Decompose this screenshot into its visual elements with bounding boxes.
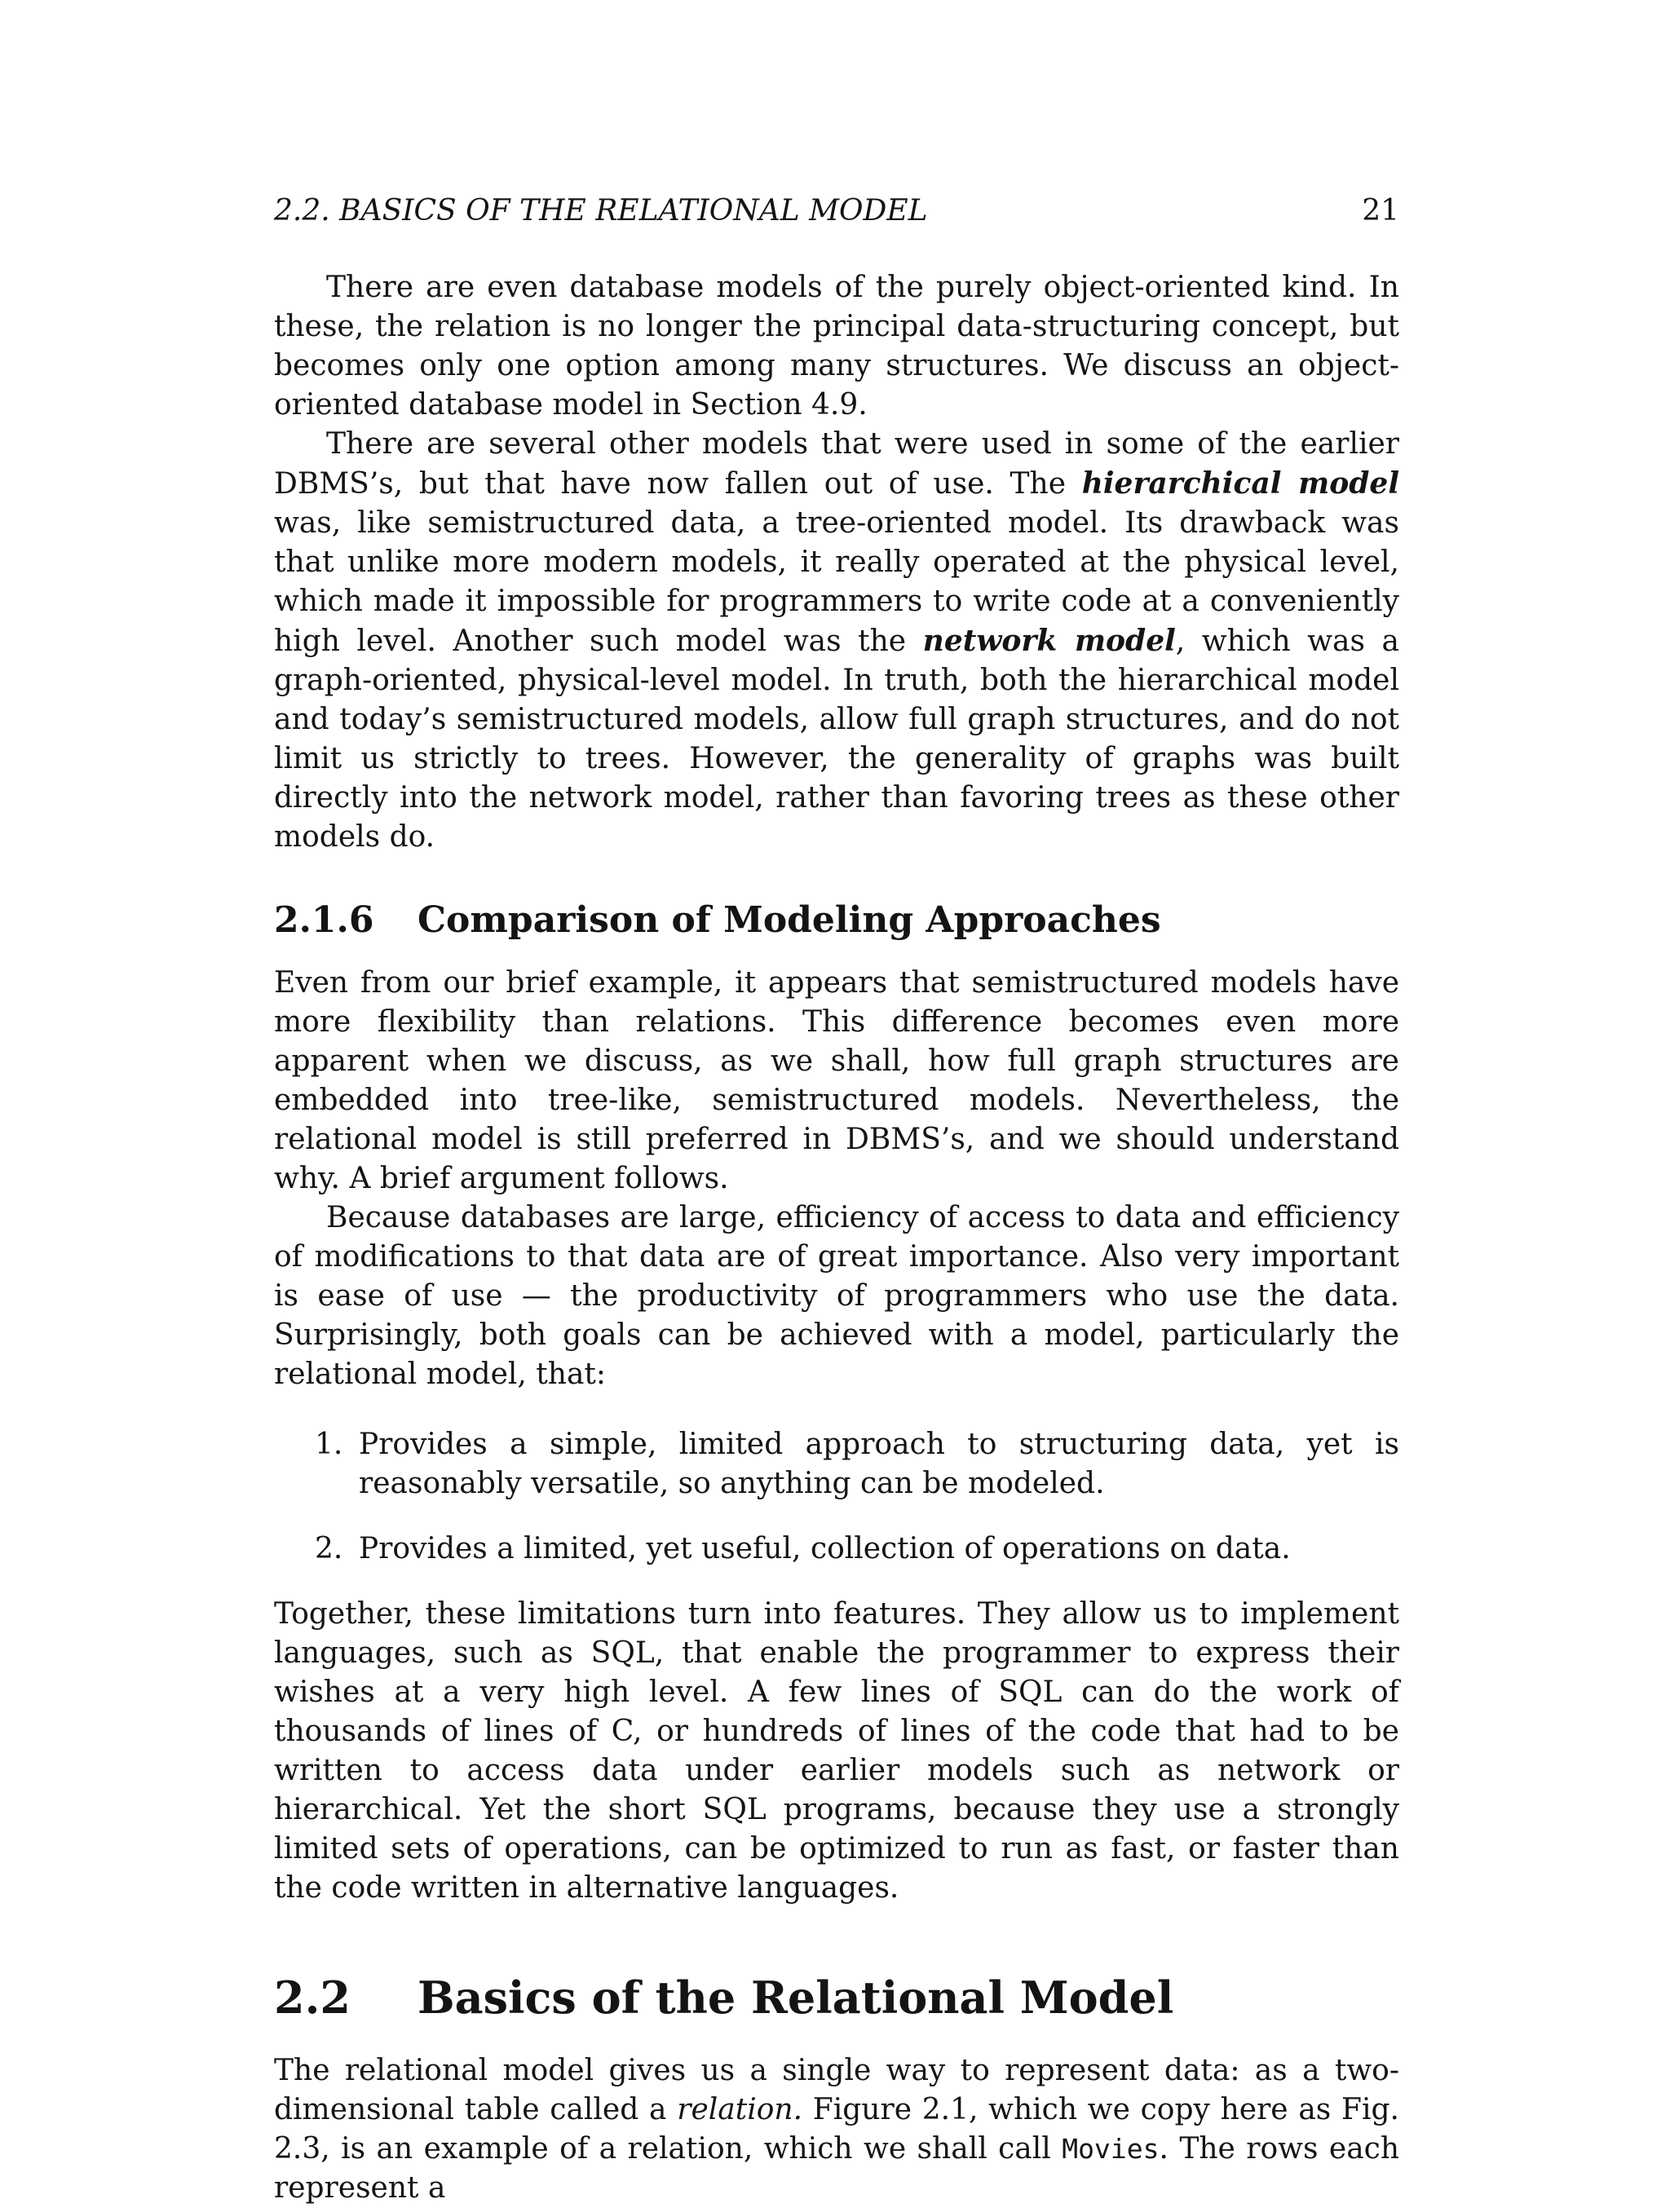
section-number: 2.2 (274, 1971, 351, 2024)
term-hierarchical-model: hierarchical model (1081, 466, 1400, 501)
text-run: Figure 2.1, which we copy here as Fig. 2.3, is an example of a relation, which we shall call (274, 2093, 1399, 2166)
text-run: , which was a graph-oriented, physical-level model. In truth, both the hierarchical model and today’s semistructured models, allow full graph structures, and do not limit us strictly to trees. However, the generality of graphs was built directly into the network model, rather than favoring trees as these other models do. (274, 625, 1399, 854)
book-page (274, 194, 1399, 2208)
subsection-heading-comparison (274, 899, 1399, 941)
paragraph-limitations-features: Together, these limitations turn into features. They allow us to implement languages, such as SQL, that enable the programmer to express their wishes at a very high level. A few lines of SQL can do the work of thousands of lines of C, or hundreds of lines of the code that had to be written to access data under earlier models such as network or hierarchical. Yet the short SQL programs, because they use a strongly limited sets of operations, can be optimized to run as fast, or faster than the code written in alternative languages. (274, 1597, 1399, 1905)
paragraph-object-oriented-models: There are even database models of the purely object-oriented kind. In these, the relation is no longer the principal data-structuring concept, but becomes only one option among many structures. We discuss an object-oriented database model in Section 4.9. (274, 271, 1399, 422)
list-marker: 2. (315, 1532, 343, 1565)
term-network-model: network model (922, 624, 1176, 658)
text-run: There are several other models that were used in some of the earlier DBMS’s, but that have now fallen out of use. The (274, 427, 1399, 501)
section-title: Basics of the Relational Model (418, 1971, 1174, 2024)
subsection-number: 2.1.6 (274, 899, 374, 941)
paragraph-relational-model (274, 2051, 1399, 2208)
code-movies: Movies (1062, 2133, 1160, 2165)
list-item-text: Provides a limited, yet useful, collection of operations on data. (359, 1532, 1291, 1565)
page-number: 21 (1362, 194, 1399, 227)
text-run: . The rows each represent a (274, 2132, 1400, 2205)
list-item-text: Provides a simple, limited approach to structuring data, yet is reasonably versatile, so anything can be modeled. (359, 1428, 1399, 1500)
list-marker: 1. (315, 1428, 343, 1461)
text-run: was, like semistructured data, a tree-oriented model. Its drawback was that unlike more modern models, it really operated at the physical level, which made it impossible for programmers to write code at a conveniently high level. Another such model was the (274, 506, 1399, 658)
term-relation: relation. (677, 2093, 803, 2126)
running-header (274, 194, 1399, 227)
numbered-list (274, 1425, 1399, 1569)
paragraph-other-models (274, 425, 1399, 857)
text-run: The relational model gives us a single way to represent data: as a two-dimensional table called a (274, 2054, 1399, 2126)
list-item (274, 1425, 1399, 1503)
list-item (274, 1530, 1399, 1569)
subsection-title: Comparison of Modeling Approaches (418, 899, 1161, 941)
running-title: 2.2. BASICS OF THE RELATIONAL MODEL (274, 194, 928, 227)
paragraph-flexibility: Even from our brief example, it appears that semistructured models have more flexibility than relations. This difference becomes even more apparent when we discuss, as we shall, how full graph structures are embedded into tree-like, semistructured models. Nevertheless, the relational model is still preferred in DBMS’s, and we should understand why. A brief argument follows. (274, 966, 1399, 1195)
section-heading-basics (274, 1971, 1399, 2024)
paragraph-efficiency: Because databases are large, efficiency of access to data and efficiency of modifications to that data are of great importance. Also very important is ease of use — the productivity of programmers who use the data. Surprisingly, both goals can be achieved with a model, particularly the relational model, that: (274, 1201, 1399, 1391)
